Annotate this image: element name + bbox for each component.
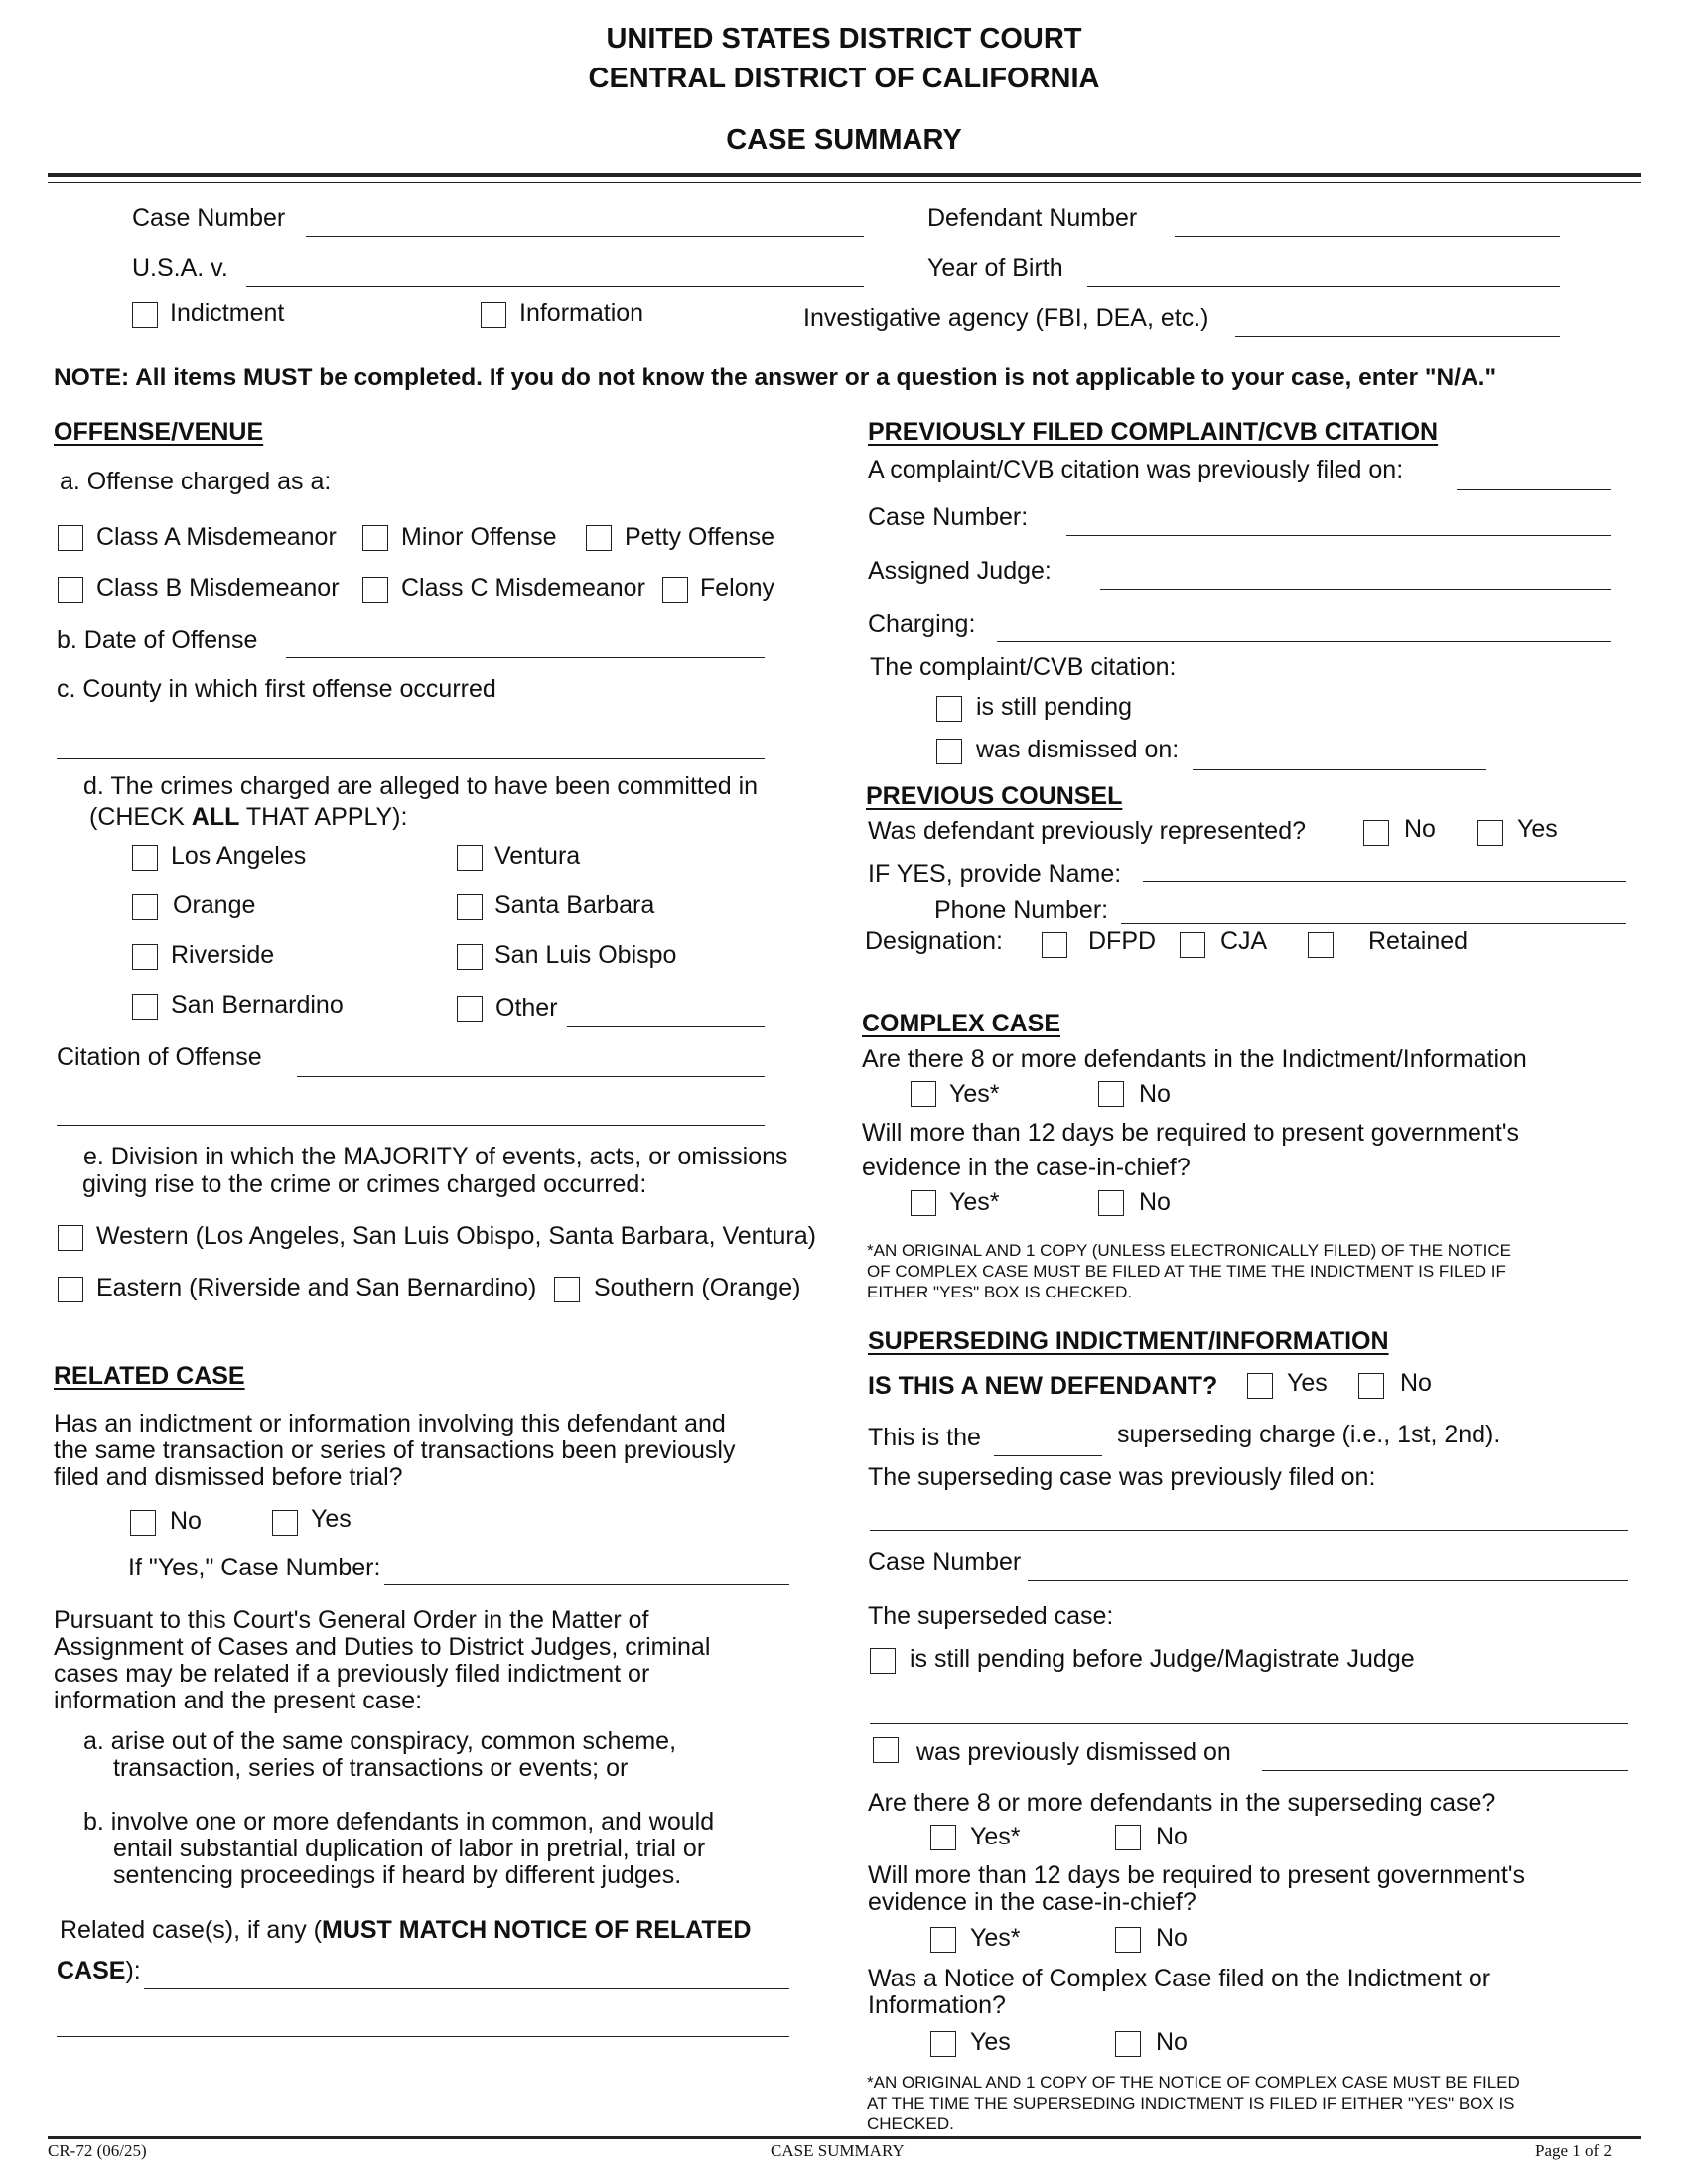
county-first-offense-label: c. County in which first offense occurred: [57, 675, 496, 703]
complaint-dismissed-checkbox[interactable]: [936, 739, 962, 764]
previously-represented-label: Was defendant previously represented?: [868, 817, 1307, 845]
criteria-b-line2: entail substantial duplication of labor in pretrial, trial or: [113, 1835, 706, 1862]
complaint-status-label: The complaint/CVB citation:: [870, 653, 1177, 681]
complex-q1-no-label: No: [1139, 1080, 1171, 1108]
retained-label: Retained: [1368, 927, 1469, 955]
represented-no-label: No: [1404, 815, 1436, 843]
southern-division-checkbox[interactable]: [554, 1277, 580, 1302]
dfpd-label: DFPD: [1088, 927, 1157, 955]
superseding-case-number-field[interactable]: [1028, 1580, 1628, 1581]
criteria-a-line1: a. arise out of the same conspiracy, common scheme,: [83, 1727, 677, 1755]
assigned-judge-label: Assigned Judge:: [868, 557, 1052, 585]
superseding-prev-filed-field[interactable]: [870, 1530, 1628, 1531]
complex-footnote-line3: EITHER "YES" BOX IS CHECKED.: [867, 1283, 1133, 1301]
header-rule-thin: [48, 182, 1641, 183]
division-label-line1: e. Division in which the MAJORITY of events, acts, or omissions: [83, 1143, 788, 1170]
minor-offense-checkbox[interactable]: [362, 525, 388, 551]
citation-of-offense-field[interactable]: [297, 1076, 765, 1077]
indictment-label: Indictment: [170, 299, 285, 327]
complex-q1-no-checkbox[interactable]: [1098, 1081, 1124, 1107]
superseding-q8-no-checkbox[interactable]: [1115, 1825, 1141, 1850]
riverside-label: Riverside: [171, 941, 275, 969]
pursuant-line2: Assignment of Cases and Duties to District Judges, criminal: [54, 1633, 711, 1661]
eastern-division-label: Eastern (Riverside and San Bernardino): [96, 1274, 537, 1301]
represented-no-checkbox[interactable]: [1363, 820, 1389, 846]
eastern-division-checkbox[interactable]: [58, 1277, 83, 1302]
complaint-dismissed-label: was dismissed on:: [976, 736, 1180, 763]
agency-field[interactable]: [1235, 336, 1560, 337]
superseding-charge-label: superseding charge (i.e., 1st, 2nd).: [1117, 1421, 1501, 1448]
western-division-checkbox[interactable]: [58, 1225, 83, 1251]
complex-q1-label: Are there 8 or more defendants in the Indictment/Information: [862, 1045, 1527, 1073]
year-of-birth-field[interactable]: [1087, 286, 1560, 287]
date-of-offense-label: b. Date of Offense: [57, 626, 258, 654]
cja-checkbox[interactable]: [1180, 932, 1205, 958]
information-checkbox[interactable]: [481, 302, 506, 328]
complex-case-heading: COMPLEX CASE: [862, 1010, 1061, 1037]
san-bernardino-label: San Bernardino: [171, 991, 344, 1019]
felony-checkbox[interactable]: [662, 577, 688, 603]
offense-a-label: a. Offense charged as a:: [60, 468, 332, 495]
class-c-checkbox[interactable]: [362, 577, 388, 603]
orange-label: Orange: [173, 891, 256, 919]
related-case-number-field[interactable]: [384, 1584, 789, 1585]
other-county-label: Other: [495, 994, 558, 1022]
indictment-checkbox[interactable]: [132, 302, 158, 328]
complex-q2-no-label: No: [1139, 1188, 1171, 1216]
superseding-prev-filed-label: The superseding case was previously filed on:: [868, 1463, 1376, 1491]
new-defendant-no-label: No: [1400, 1369, 1432, 1397]
superseding-q12-line1: Will more than 12 days be required to present government's: [868, 1861, 1526, 1889]
related-yes-checkbox[interactable]: [272, 1510, 298, 1536]
criteria-b-line1: b. involve one or more defendants in common, and would: [83, 1808, 715, 1836]
petty-offense-label: Petty Offense: [625, 523, 775, 551]
page-title: CASE SUMMARY: [726, 124, 962, 156]
notice-complex-no-checkbox[interactable]: [1115, 2031, 1141, 2057]
defendant-number-label: Defendant Number: [927, 205, 1138, 232]
related-no-label: No: [170, 1507, 202, 1535]
new-defendant-no-checkbox[interactable]: [1358, 1373, 1384, 1399]
pursuant-line3: cases may be related if a previously filed indictment or: [54, 1660, 650, 1688]
designation-label: Designation:: [865, 927, 1003, 955]
notice-complex-yes-checkbox[interactable]: [930, 2031, 956, 2057]
district-name: CENTRAL DISTRICT OF CALIFORNIA: [588, 63, 1100, 94]
charging-label: Charging:: [868, 611, 976, 638]
class-b-label: Class B Misdemeanor: [96, 574, 340, 602]
other-county-checkbox[interactable]: [457, 996, 483, 1022]
information-label: Information: [519, 299, 644, 327]
division-label-line2: giving rise to the crime or crimes charged occurred:: [82, 1170, 647, 1198]
header-rule-thick: [48, 173, 1641, 177]
related-cases-field[interactable]: [144, 1988, 789, 1989]
citation-of-offense-field-2[interactable]: [57, 1125, 765, 1126]
previous-counsel-heading: PREVIOUS COUNSEL: [866, 782, 1123, 810]
related-case-heading: RELATED CASE: [54, 1362, 245, 1390]
dfpd-checkbox[interactable]: [1042, 932, 1067, 958]
superseded-dismissed-checkbox[interactable]: [873, 1737, 899, 1763]
superseding-heading: SUPERSEDING INDICTMENT/INFORMATION: [868, 1327, 1389, 1355]
complex-q2-yes-label: Yes*: [949, 1188, 1000, 1216]
defendant-name-field[interactable]: [246, 286, 864, 287]
counsel-phone-field[interactable]: [1121, 923, 1626, 924]
complex-footnote-line1: *AN ORIGINAL AND 1 COPY (UNLESS ELECTRONICALLY FILED) OF THE NOTICE: [867, 1241, 1511, 1260]
notice-complex-yes-label: Yes: [970, 2028, 1011, 2056]
superseded-case-label: The superseded case:: [868, 1602, 1114, 1630]
related-q-line3: filed and dismissed before trial?: [54, 1463, 403, 1491]
superseded-pending-label: is still pending before Judge/Magistrate Judge: [910, 1645, 1415, 1673]
superseding-q12-yes-checkbox[interactable]: [930, 1927, 956, 1953]
petty-offense-checkbox[interactable]: [586, 525, 612, 551]
los-angeles-label: Los Angeles: [171, 842, 307, 870]
represented-yes-checkbox[interactable]: [1477, 820, 1503, 846]
defendant-number-field[interactable]: [1175, 236, 1560, 237]
complex-q1-yes-label: Yes*: [949, 1080, 1000, 1108]
usa-v-label: U.S.A. v.: [132, 254, 228, 282]
superseding-q12-no-label: No: [1156, 1924, 1188, 1952]
class-a-checkbox[interactable]: [58, 525, 83, 551]
superseded-pending-checkbox[interactable]: [870, 1648, 896, 1674]
page-number: Page 1 of 2: [1535, 2141, 1612, 2160]
case-number-label: Case Number: [132, 205, 286, 232]
superseding-footnote-line2: AT THE TIME THE SUPERSEDING INDICTMENT IS FILED IF EITHER "YES" BOX IS: [867, 2094, 1515, 2113]
superseding-q12-yes-label: Yes*: [970, 1924, 1021, 1952]
assigned-judge-field[interactable]: [1100, 589, 1611, 590]
counsel-name-field[interactable]: [1143, 881, 1626, 882]
related-q-line1: Has an indictment or information involving this defendant and: [54, 1410, 726, 1437]
footer-title: CASE SUMMARY: [771, 2141, 905, 2160]
los-angeles-checkbox[interactable]: [132, 845, 158, 871]
complaint-filed-on-field[interactable]: [1457, 489, 1611, 490]
counsel-phone-label: Phone Number:: [934, 896, 1109, 924]
southern-division-label: Southern (Orange): [594, 1274, 801, 1301]
san-luis-obispo-label: San Luis Obispo: [494, 941, 677, 969]
superseding-q8-no-label: No: [1156, 1823, 1188, 1850]
charging-field[interactable]: [997, 641, 1611, 642]
complaint-dismissed-date-field[interactable]: [1193, 769, 1486, 770]
date-of-offense-field[interactable]: [286, 657, 765, 658]
offense-venue-heading: OFFENSE/VENUE: [54, 418, 264, 446]
pursuant-line4: information and the present case:: [54, 1687, 423, 1714]
cja-label: CJA: [1220, 927, 1268, 955]
complaint-filed-on-label: A complaint/CVB citation was previously filed on:: [868, 456, 1404, 483]
ventura-label: Ventura: [494, 842, 581, 870]
santa-barbara-label: Santa Barbara: [494, 891, 655, 919]
class-a-label: Class A Misdemeanor: [96, 523, 337, 551]
form-number: CR-72 (06/25): [48, 2141, 147, 2160]
criteria-a-line2: transaction, series of transactions or events; or: [113, 1754, 629, 1782]
notice-complex-line1: Was a Notice of Complex Case filed on the Indictment or: [868, 1965, 1491, 1992]
citation-of-offense-label: Citation of Offense: [57, 1043, 262, 1071]
other-county-field[interactable]: [567, 1026, 765, 1027]
orange-checkbox[interactable]: [132, 894, 158, 920]
note-text: NOTE: All items MUST be completed. If you do not know the answer or a question is not applicable to your case, enter "N/A.": [54, 364, 1497, 391]
notice-complex-line2: Information?: [868, 1991, 1006, 2019]
complex-q2-line1: Will more than 12 days be required to present government's: [862, 1119, 1520, 1147]
complaint-case-number-label: Case Number:: [868, 503, 1029, 531]
class-c-label: Class C Misdemeanor: [401, 574, 645, 602]
complaint-pending-checkbox[interactable]: [936, 696, 962, 722]
represented-yes-label: Yes: [1517, 815, 1558, 843]
superseded-judge-field[interactable]: [870, 1723, 1628, 1724]
complex-q1-yes-checkbox[interactable]: [911, 1081, 936, 1107]
notice-complex-no-label: No: [1156, 2028, 1188, 2056]
ventura-checkbox[interactable]: [457, 845, 483, 871]
related-yes-label: Yes: [311, 1505, 352, 1533]
superseding-footnote-line3: CHECKED.: [867, 2115, 954, 2133]
criteria-b-line3: sentencing proceedings if heard by different judges.: [113, 1861, 682, 1889]
county-first-offense-field[interactable]: [57, 758, 765, 759]
complex-q2-yes-checkbox[interactable]: [911, 1190, 936, 1216]
class-b-checkbox[interactable]: [58, 577, 83, 603]
case-number-field[interactable]: [306, 236, 864, 237]
riverside-checkbox[interactable]: [132, 944, 158, 970]
court-name: UNITED STATES DISTRICT COURT: [606, 23, 1082, 55]
counsel-name-label: IF YES, provide Name:: [868, 860, 1122, 887]
superseded-dismissed-label: was previously dismissed on: [916, 1738, 1231, 1766]
superseding-footnote-line1: *AN ORIGINAL AND 1 COPY OF THE NOTICE OF COMPLEX CASE MUST BE FILED: [867, 2073, 1520, 2092]
complex-q2-line2: evidence in the case-in-chief?: [862, 1154, 1191, 1181]
san-luis-obispo-checkbox[interactable]: [457, 944, 483, 970]
western-division-label: Western (Los Angeles, San Luis Obispo, Santa Barbara, Ventura): [96, 1222, 816, 1250]
related-cases-label-line1: Related case(s), if any (MUST MATCH NOTICE OF RELATED: [60, 1916, 752, 1944]
superseding-q12-no-checkbox[interactable]: [1115, 1927, 1141, 1953]
complaint-heading: PREVIOUSLY FILED COMPLAINT/CVB CITATION: [868, 418, 1439, 446]
year-of-birth-label: Year of Birth: [927, 254, 1063, 282]
related-no-checkbox[interactable]: [130, 1510, 156, 1536]
retained-checkbox[interactable]: [1308, 932, 1334, 958]
santa-barbara-checkbox[interactable]: [457, 894, 483, 920]
complex-footnote-line2: OF COMPLEX CASE MUST BE FILED AT THE TIME THE INDICTMENT IS FILED IF: [867, 1262, 1506, 1281]
related-q-line2: the same transaction or series of transactions been previously: [54, 1436, 736, 1464]
related-cases-label-line2: CASE):: [57, 1957, 141, 1984]
superseding-q8-yes-checkbox[interactable]: [930, 1825, 956, 1850]
check-all-label: (CHECK ALL THAT APPLY):: [89, 803, 408, 831]
felony-label: Felony: [700, 574, 775, 602]
crimes-committed-label: d. The crimes charged are alleged to have been committed in: [83, 772, 759, 800]
complaint-case-number-field[interactable]: [1066, 535, 1611, 536]
superseding-q12-line2: evidence in the case-in-chief?: [868, 1888, 1196, 1916]
pursuant-line1: Pursuant to this Court's General Order in the Matter of: [54, 1606, 649, 1634]
if-yes-case-number-label: If "Yes," Case Number:: [128, 1554, 381, 1581]
superseding-q8-label: Are there 8 or more defendants in the superseding case?: [868, 1789, 1496, 1817]
san-bernardino-checkbox[interactable]: [132, 994, 158, 1020]
minor-offense-label: Minor Offense: [401, 523, 557, 551]
new-defendant-label: IS THIS A NEW DEFENDANT?: [868, 1372, 1218, 1400]
related-cases-field-2[interactable]: [57, 2036, 789, 2037]
agency-label: Investigative agency (FBI, DEA, etc.): [803, 304, 1209, 332]
footer-rule: [48, 2136, 1641, 2139]
this-is-the-label: This is the: [868, 1424, 981, 1451]
complex-q2-no-checkbox[interactable]: [1098, 1190, 1124, 1216]
superseded-dismissed-date-field[interactable]: [1262, 1770, 1628, 1771]
new-defendant-yes-label: Yes: [1287, 1369, 1328, 1397]
superseding-ordinal-field[interactable]: [994, 1455, 1102, 1456]
superseding-q8-yes-label: Yes*: [970, 1823, 1021, 1850]
superseding-case-number-label: Case Number: [868, 1548, 1022, 1575]
complaint-pending-label: is still pending: [976, 693, 1133, 721]
new-defendant-yes-checkbox[interactable]: [1247, 1373, 1273, 1399]
